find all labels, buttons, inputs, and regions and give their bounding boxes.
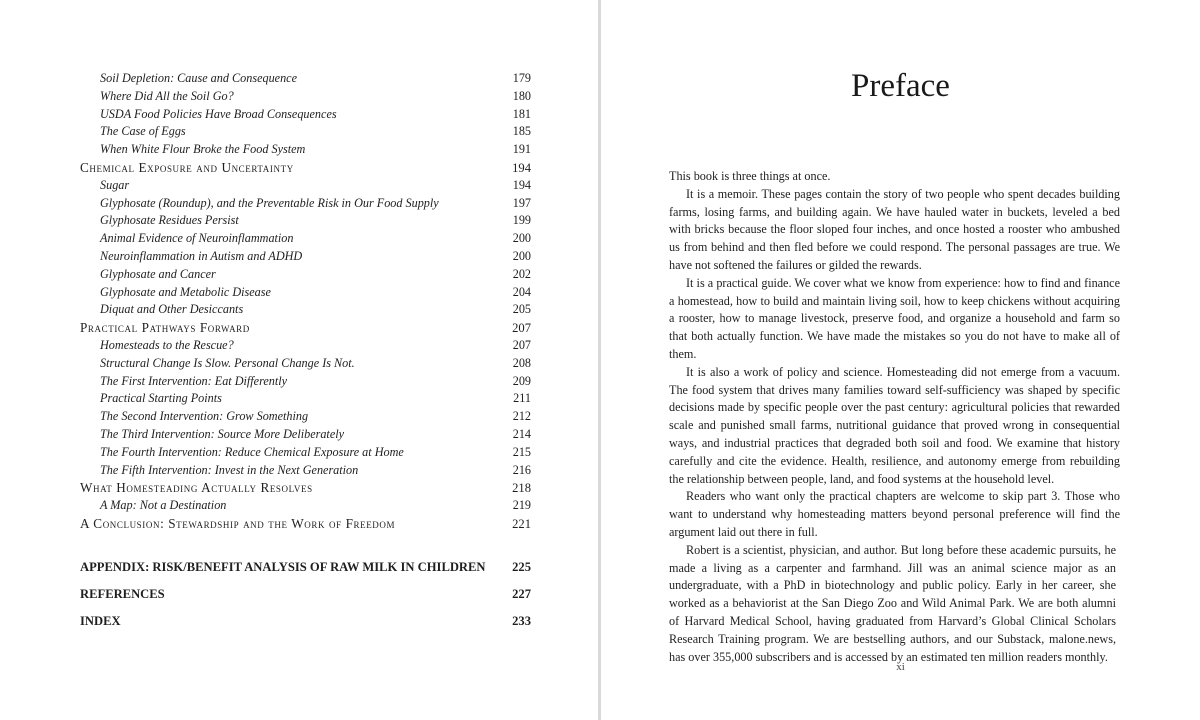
toc-entry-title: USDA Food Policies Have Broad Consequences: [100, 106, 337, 121]
toc-entry-title: Structural Change Is Slow. Personal Change Is Not.: [100, 355, 355, 370]
toc-major-title: REFERENCES: [80, 587, 165, 601]
toc-major-page: 233: [512, 614, 531, 628]
toc-entry-page: 214: [512, 426, 531, 441]
toc-entry-page: 199: [512, 213, 531, 228]
toc-entry[interactable]: [80, 408, 531, 426]
toc-entry[interactable]: [80, 212, 531, 230]
page-title: Preface: [851, 68, 950, 104]
toc-entry[interactable]: [80, 141, 531, 159]
toc-entry[interactable]: [80, 355, 531, 373]
toc-entry-title: Homesteads to the Rescue?: [100, 337, 234, 352]
toc-entry[interactable]: [80, 266, 531, 284]
toc-entry-page: 185: [512, 124, 531, 139]
toc-entry-page: 205: [512, 302, 531, 317]
toc-entry-page: 181: [512, 106, 531, 121]
toc-entry-title: The First Intervention: Eat Differently: [100, 373, 288, 388]
toc-chapter-page: 194: [512, 160, 531, 175]
left-page: [0, 0, 598, 720]
toc-entry-title: Where Did All the Soil Go?: [100, 88, 234, 103]
toc-entry-page: 212: [512, 409, 531, 424]
toc-entry-page: 207: [512, 337, 531, 352]
toc-entry[interactable]: [80, 284, 531, 302]
toc-entry-title: The Fourth Intervention: Reduce Chemical Exposure at Home: [100, 444, 404, 459]
toc-entry-page: 197: [512, 195, 531, 210]
toc-entry-page: 215: [512, 444, 531, 459]
toc-entry-title: Glyphosate and Metabolic Disease: [100, 284, 271, 299]
toc-chapter[interactable]: [80, 159, 531, 177]
table-of-contents: [80, 70, 531, 533]
paragraph: Robert is a scientist, physician, and author. But long before these academic pursuits, he made a living as a carpenter and farmhand. Jill was an animal science major as an undergraduate, with a PhD in biotechnology and public policy. Early in her career, she worked as a behaviorist at the San Diego Zoo and Wild Animal Park. We are both alumni of Harvard Medical School, having graduated from Harvard’s Global Clinical Scholars Research Training program. We are bestselling authors, and our Substack, malone.news, has over 355,000 subscribers and is accessed by an estimated ten million readers monthly.: [669, 542, 1116, 664]
paragraph: It is a practical guide. We cover what we know from experience: how to find and finance a homestead, how to build and maintain living soil, how to keep chickens without acquiring a rooster, how to manage livestock, preserve food, and organize a household and farm so that both actually function. We have made the mistakes so you do not have to make all of them.: [669, 275, 1120, 361]
toc-entry-title: Glyphosate Residues Persist: [100, 213, 239, 228]
toc-entry-title: Animal Evidence of Neuroinflammation: [100, 231, 294, 246]
toc-entry[interactable]: [80, 497, 531, 515]
toc-entry[interactable]: [80, 123, 531, 141]
toc-entry-title: The Fifth Intervention: Invest in the Next Generation: [100, 462, 359, 477]
toc-chapter[interactable]: [80, 479, 531, 497]
toc-entry-page: 209: [512, 373, 531, 388]
preface-body: [669, 168, 1120, 666]
toc-chapter-title: Chemical Exposure and Uncertainty: [80, 159, 294, 175]
toc-entry-page: 211: [513, 391, 531, 406]
toc-chapter-page: 218: [512, 481, 531, 496]
toc-entry-title: Glyphosate (Roundup), and the Preventable Risk in Our Food Supply: [100, 195, 439, 210]
toc-major-title: APPENDIX: RISK/BENEFIT ANALYSIS OF RAW MILK IN CHILDREN: [80, 560, 486, 574]
toc-chapter-title: What Homesteading Actually Resolves: [80, 480, 313, 496]
toc-major-page: 225: [512, 560, 531, 574]
toc-entry-page: 204: [512, 284, 531, 299]
toc-entry[interactable]: [80, 88, 531, 106]
toc-major-index[interactable]: [80, 614, 531, 629]
toc-entry-title: Diquat and Other Desiccants: [100, 302, 244, 317]
toc-entry-page: 216: [512, 462, 531, 477]
page-number: xi: [896, 661, 905, 673]
toc-entry[interactable]: [80, 337, 531, 355]
toc-chapter-title: Practical Pathways Forward: [80, 320, 250, 336]
toc-entry[interactable]: [80, 70, 531, 88]
toc-entry-page: 202: [512, 266, 531, 281]
toc-entry-title: A Map: Not a Destination: [100, 498, 227, 513]
toc-chapter[interactable]: [80, 515, 531, 533]
toc-chapter-title: A Conclusion: Stewardship and the Work of Freedom: [80, 515, 396, 531]
toc-entry-page: 191: [512, 142, 531, 157]
toc-entry-title: When White Flour Broke the Food System: [100, 142, 306, 157]
paragraph: This book is three things at once.: [669, 169, 831, 183]
toc-entry[interactable]: [80, 230, 531, 248]
toc-entry[interactable]: [80, 462, 531, 480]
toc-entry[interactable]: [80, 390, 531, 408]
toc-major-appendix[interactable]: [80, 560, 531, 575]
toc-entry-title: Practical Starting Points: [100, 391, 222, 406]
toc-major-page: 227: [512, 587, 531, 601]
toc-entry-title: Sugar: [100, 177, 130, 192]
toc-entry-title: The Case of Eggs: [100, 124, 186, 139]
toc-entry-page: 179: [512, 71, 531, 85]
toc-entry-title: Glyphosate and Cancer: [100, 266, 216, 281]
toc-entry-page: 200: [512, 231, 531, 246]
toc-entry[interactable]: [80, 301, 531, 319]
toc-entry[interactable]: [80, 106, 531, 124]
paragraph: Readers who want only the practical chapters are welcome to skip part 3. Those who want to understand why homesteading matters beyond personal preference will find the argument laid out there in full.: [669, 489, 1120, 539]
toc-chapter[interactable]: [80, 319, 531, 337]
paragraph: It is also a work of policy and science. Homesteading did not emerge from a vacuum. The food system that drives many families toward self-sufficiency was shaped by specific decisions made by specific people over the past century: agricultural policies that rewarded scale and punished small farms, nutritional guidance that proved wrong in consequential ways, and industrial practices that degraded both soil and food. We examine that history carefully and cite the evidence. Health, resilience, and autonomy emerge from rebuilding the relationship between people, land, and food systems at the household level.: [669, 364, 1120, 486]
toc-entry[interactable]: [80, 373, 531, 391]
paragraph: It is a memoir. These pages contain the story of two people who spent decades building farms, losing farms, and building again. We have hauled water in buckets, leveled a bed with bricks because the floor sloped four inches, and once hosted a rooster who ambushed us from behind and then fled before we could respond. The personal passages are true. We have not softened the failures or gilded the rewards.: [669, 186, 1120, 272]
toc-entry[interactable]: [80, 195, 531, 213]
toc-major-references[interactable]: [80, 587, 531, 602]
toc-major-title: INDEX: [80, 614, 121, 628]
toc-chapter-page: 207: [512, 321, 531, 336]
toc-entry-page: 180: [512, 88, 531, 103]
toc-entry[interactable]: [80, 248, 531, 266]
toc-entry-title: The Second Intervention: Grow Something: [100, 409, 309, 424]
toc-chapter-page: 221: [512, 516, 531, 531]
toc-entry-page: 219: [512, 498, 531, 513]
toc-entry-page: 200: [512, 248, 531, 263]
toc-entry[interactable]: [80, 426, 531, 444]
toc-entry-page: 208: [512, 355, 531, 370]
toc-entry-title: Soil Depletion: Cause and Consequence: [100, 71, 297, 85]
toc-entry[interactable]: [80, 177, 531, 195]
toc-entry-title: Neuroinflammation in Autism and ADHD: [100, 248, 303, 263]
toc-entry-page: 194: [512, 177, 531, 192]
toc-entry-title: The Third Intervention: Source More Deliberately: [100, 426, 345, 441]
toc-entry[interactable]: [80, 444, 531, 462]
